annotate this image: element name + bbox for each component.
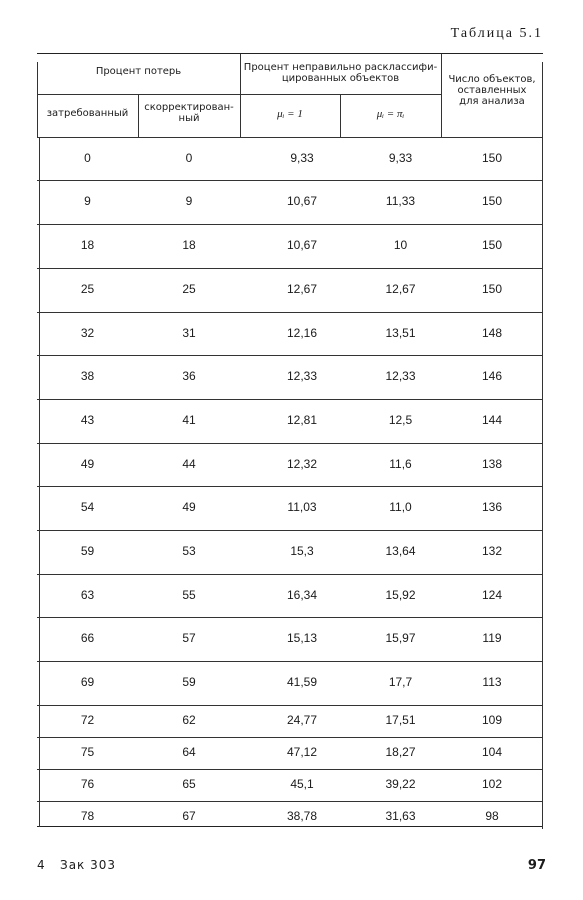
header-misclassified: Процент неправильно расклассифи- цированных объектов — [243, 62, 438, 84]
table-cell: 15,97 — [385, 631, 416, 645]
table-cell: 18,27 — [385, 745, 416, 759]
table-cell: 150 — [481, 194, 503, 208]
header-corrected: скорректирован- ный — [144, 102, 234, 124]
table-cell: 67 — [182, 809, 196, 823]
table-cell: 124 — [481, 588, 503, 602]
table-cell: 9,33 — [290, 151, 314, 165]
table-cell: 144 — [481, 413, 503, 427]
table-cell: 11,03 — [287, 500, 317, 514]
table-cell: 49 — [80, 457, 95, 471]
header-remaining-count: Число объектов, оставленных для анализа — [448, 74, 536, 107]
footer-order-number: Зак 303 — [60, 858, 117, 872]
table-cell: 15,13 — [286, 631, 318, 645]
row-divider — [37, 355, 543, 356]
table-cell: 12,33 — [385, 369, 416, 383]
table-cell: 38,78 — [286, 809, 318, 823]
table-cell: 98 — [485, 809, 499, 823]
row-divider — [37, 312, 543, 313]
table-cell: 138 — [481, 457, 503, 471]
row-divider — [37, 224, 543, 225]
table-cell: 66 — [80, 631, 95, 645]
row-divider — [37, 661, 543, 662]
table-cell: 13,64 — [385, 544, 416, 558]
row-divider — [37, 769, 543, 770]
table-cell: 10,67 — [286, 194, 318, 208]
table-cell: 9,33 — [388, 151, 413, 165]
table-right-rule — [542, 137, 543, 829]
table-cell: 11,0 — [389, 500, 412, 514]
table-cell: 12,5 — [388, 413, 413, 427]
row-divider — [37, 268, 543, 269]
table-cell: 62 — [182, 713, 196, 727]
table-cell: 31,63 — [385, 809, 416, 823]
table-cell: 11,33 — [385, 194, 416, 208]
table-cell: 10 — [393, 238, 408, 252]
row-divider — [37, 801, 543, 802]
row-divider — [37, 443, 543, 444]
table-cell: 76 — [80, 777, 95, 791]
table-cell: 15,3 — [290, 544, 314, 558]
table-cell: 12,32 — [286, 457, 318, 471]
table-caption: Таблица 5.1 — [450, 26, 543, 41]
table-cell: 18 — [182, 238, 196, 252]
table-cell: 41,59 — [286, 675, 318, 689]
table-cell: 39,22 — [385, 777, 416, 791]
data-table — [37, 53, 543, 827]
table-cell: 9 — [84, 194, 91, 208]
header-loss-percent: Процент потерь — [95, 66, 182, 77]
table-cell: 102 — [481, 777, 503, 791]
table-cell: 64 — [182, 745, 196, 759]
footer-mark: 4 — [37, 858, 45, 872]
table-cell: 44 — [182, 457, 196, 471]
table-cell: 24,77 — [286, 713, 318, 727]
table-cell: 16,34 — [286, 588, 318, 602]
table-cell: 104 — [481, 745, 503, 759]
table-cell: 69 — [80, 675, 95, 689]
table-cell: 17,7 — [388, 675, 413, 689]
table-cell: 32 — [80, 326, 95, 340]
table-cell: 78 — [80, 809, 95, 823]
table-cell: 65 — [182, 777, 196, 791]
table-cell: 12,33 — [286, 369, 318, 383]
table-cell: 0 — [84, 151, 91, 165]
row-divider — [37, 737, 543, 738]
table-cell: 25 — [182, 282, 196, 296]
table-cell: 41 — [182, 413, 196, 427]
table-cell: 55 — [182, 588, 196, 602]
table-left-rule — [39, 137, 40, 827]
table-cell: 0 — [185, 151, 193, 165]
table-cell: 9 — [185, 194, 193, 208]
table-cell: 148 — [481, 326, 503, 340]
row-divider — [37, 574, 543, 575]
table-cell: 12,16 — [286, 326, 318, 340]
header-mu-equals-pi: μᵢ = πᵢ — [376, 108, 405, 120]
header-mu-equals-1: μᵢ = 1 — [277, 108, 303, 120]
table-cell: 113 — [482, 675, 502, 689]
table-cell: 10,67 — [286, 238, 318, 252]
table-cell: 11,6 — [389, 457, 412, 471]
table-cell: 146 — [481, 369, 503, 383]
table-cell: 54 — [80, 500, 95, 514]
row-divider — [37, 180, 543, 181]
table-cell: 12,67 — [286, 282, 318, 296]
table-cell: 18 — [80, 238, 95, 252]
row-divider — [37, 530, 543, 531]
table-cell: 45,1 — [290, 777, 314, 791]
table-cell: 25 — [80, 282, 95, 296]
table-cell: 119 — [482, 631, 502, 645]
row-divider — [37, 486, 543, 487]
header-rule — [37, 94, 441, 95]
table-cell: 150 — [481, 238, 503, 252]
table-cell: 63 — [80, 588, 95, 602]
table-cell: 109 — [481, 713, 503, 727]
table-cell: 150 — [481, 282, 503, 296]
table-cell: 15,92 — [385, 588, 416, 602]
table-cell: 53 — [182, 544, 196, 558]
row-divider — [37, 705, 543, 706]
table-cell: 59 — [182, 675, 196, 689]
table-cell: 132 — [481, 544, 503, 558]
table-cell: 59 — [80, 544, 95, 558]
table-cell: 57 — [182, 631, 196, 645]
row-divider — [37, 399, 543, 400]
table-cell: 17,51 — [385, 713, 416, 727]
table-cell: 43 — [80, 413, 95, 427]
table-cell: 136 — [481, 500, 503, 514]
header-required: затребованный — [46, 108, 129, 119]
table-cell: 75 — [80, 745, 95, 759]
table-cell: 13,51 — [385, 326, 416, 340]
table-cell: 12,81 — [286, 413, 318, 427]
table-cell: 150 — [481, 151, 503, 165]
table-cell: 36 — [182, 369, 196, 383]
table-cell: 49 — [182, 500, 196, 514]
table-cell: 12,67 — [385, 282, 416, 296]
table-cell: 47,12 — [286, 745, 318, 759]
page-number: 97 — [527, 858, 546, 873]
header-bottom-rule — [37, 137, 543, 138]
table-cell: 72 — [80, 713, 95, 727]
table-cell: 31 — [182, 326, 196, 340]
row-divider — [37, 617, 543, 618]
table-cell: 38 — [80, 369, 95, 383]
